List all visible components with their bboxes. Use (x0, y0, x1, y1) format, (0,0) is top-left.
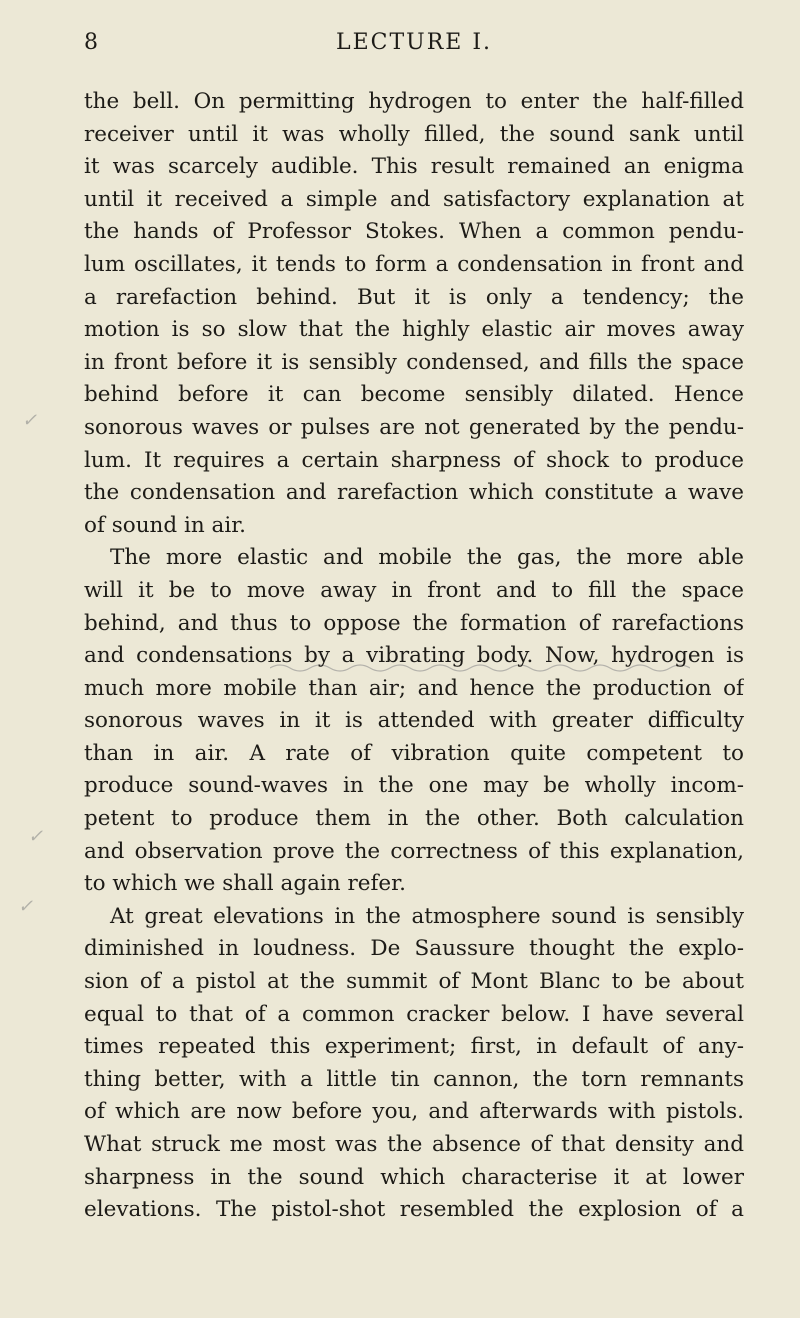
text-line: times repeated this experiment; first, in default of any- (84, 1034, 744, 1060)
text-line: sonorous waves in it is attended with greater difficulty (84, 708, 744, 734)
text-line: lum oscillates, it tends to form a condensation in front and (84, 251, 744, 277)
text-line: sharpness in the sound which characterise it at lower (84, 1164, 744, 1190)
text-line: receiver until it was wholly filled, the sound sank until (84, 121, 744, 147)
text-line: elevations. The pistol-shot resembled the explosion of a (84, 1197, 744, 1223)
running-title: LECTURE I. (335, 30, 493, 55)
text-line: and condensations by a vibrating body. Now, hydrogen is (84, 643, 744, 669)
page-number: 8 (84, 30, 99, 55)
text-line: of which are now before you, and afterwards with pistols. (84, 1099, 744, 1125)
text-line: motion is so slow that the highly elastic air moves away (84, 317, 744, 343)
margin-pencil-mark: ✓ (22, 410, 38, 431)
text-line: and observation prove the correctness of this explanation, (84, 838, 744, 864)
text-line: a rarefaction behind. But it is only a tendency; the (84, 284, 744, 310)
text-line: it was scarcely audible. This result remained an enigma (84, 154, 744, 180)
text-line: the hands of Professor Stokes. When a common pendu- (84, 219, 744, 245)
body-text (84, 86, 744, 1227)
text-line: lum. It requires a certain sharpness of shock to produce (84, 447, 744, 473)
text-line: behind, and thus to oppose the formation of rarefactions (84, 610, 744, 636)
text-line: of sound in air. (84, 512, 247, 538)
text-line: the condensation and rarefaction which constitute a wave (84, 480, 744, 506)
text-line: to which we shall again refer. (84, 871, 406, 897)
text-line: What struck me most was the absence of that density and (84, 1132, 744, 1157)
paragraph-1 (84, 86, 744, 542)
text-line: than in air. A rate of vibration quite competent to (84, 740, 744, 766)
text-line: sonorous waves or pulses are not generated by the pendu- (84, 414, 744, 440)
text-line: petent to produce them in the other. Both calculation (84, 806, 744, 832)
running-head (84, 30, 744, 58)
paragraph-3 (84, 901, 744, 1227)
margin-pencil-mark: ✓ (18, 896, 34, 917)
text-line: At great elevations in the atmosphere sound is sensibly (110, 903, 744, 929)
text-line: thing better, with a little tin cannon, the torn remnants (84, 1066, 744, 1092)
text-line: much more mobile than air; and hence the production of (84, 675, 744, 701)
text-line: equal to that of a common cracker below. I have several (84, 1001, 744, 1027)
paragraph-2 (84, 542, 744, 901)
text-line: until it received a simple and satisfactory explanation at (84, 186, 744, 212)
text-line: diminished in loudness. De Saussure thought the explo- (84, 936, 744, 962)
text-line: produce sound-waves in the one may be wholly incom- (84, 773, 744, 799)
text-line: behind before it can become sensibly dilated. Hence (84, 382, 744, 408)
text-line: will it be to move away in front and to fill the space (84, 577, 744, 603)
text-line: sion of a pistol at the summit of Mont Blanc to be about (84, 969, 744, 995)
text-line: in front before it is sensibly condensed, and fills the space (84, 349, 744, 375)
margin-pencil-mark: ✓ (28, 826, 44, 847)
text-line: the bell. On permitting hydrogen to enter the half-filled (84, 89, 744, 114)
text-line: The more elastic and mobile the gas, the more able (110, 545, 744, 571)
